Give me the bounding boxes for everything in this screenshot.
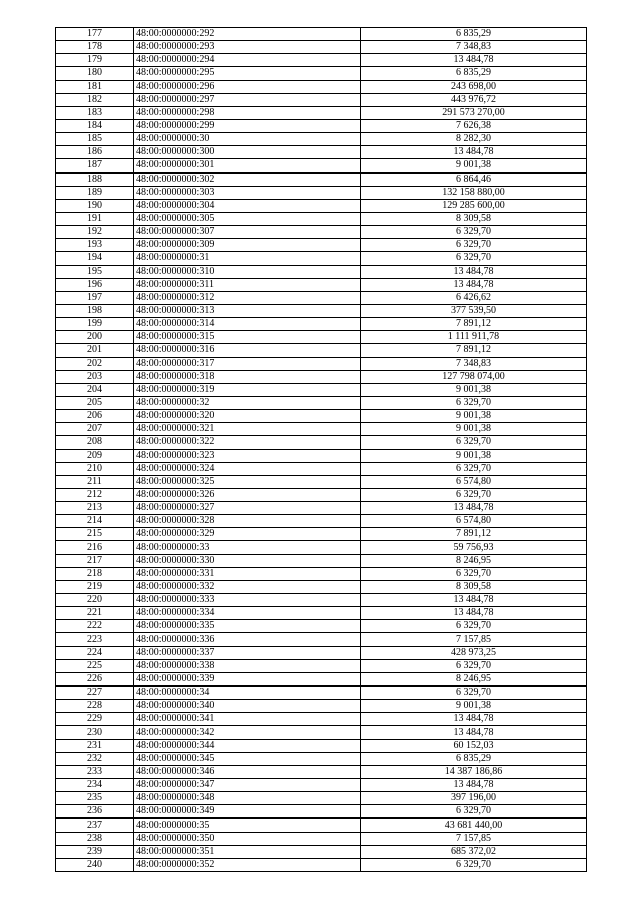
row-number-cell: 201: [56, 344, 134, 357]
table-row: [56, 226, 587, 239]
table-row: [56, 106, 587, 119]
table-row: [56, 186, 587, 199]
row-number-cell: 197: [56, 291, 134, 304]
row-number-cell: 239: [56, 845, 134, 858]
cadastral-value-cell: 9 001,38: [361, 383, 587, 396]
cadastral-number-cell: 48:00:0000000:348: [134, 792, 361, 805]
cadastral-value-cell: 9 001,38: [361, 423, 587, 436]
table-row: [56, 845, 587, 858]
cadastral-number-cell: 48:00:0000000:309: [134, 239, 361, 252]
table-row: [56, 567, 587, 580]
row-number-cell: 177: [56, 28, 134, 41]
table-row: [56, 700, 587, 713]
cadastral-value-cell: 9 001,38: [361, 410, 587, 423]
cadastral-number-cell: 48:00:0000000:339: [134, 672, 361, 686]
cadastral-number-cell: 48:00:0000000:325: [134, 475, 361, 488]
row-number-cell: 179: [56, 54, 134, 67]
cadastral-value-cell: 6 329,70: [361, 858, 587, 871]
row-number-cell: 178: [56, 41, 134, 54]
table-row: [56, 686, 587, 700]
cadastral-value-cell: 7 348,83: [361, 357, 587, 370]
cadastral-number-cell: 48:00:0000000:323: [134, 449, 361, 462]
cadastral-value-cell: 7 891,12: [361, 318, 587, 331]
cadastral-value-cell: 8 246,95: [361, 672, 587, 686]
cadastral-number-cell: 48:00:0000000:30: [134, 133, 361, 146]
table-row: [56, 252, 587, 265]
cadastral-number-cell: 48:00:0000000:327: [134, 502, 361, 515]
table-row: [56, 646, 587, 659]
cadastral-number-cell: 48:00:0000000:303: [134, 186, 361, 199]
cadastral-number-cell: 48:00:0000000:350: [134, 832, 361, 845]
cadastral-number-cell: 48:00:0000000:331: [134, 567, 361, 580]
cadastral-value-cell: 6 329,70: [361, 436, 587, 449]
row-number-cell: 240: [56, 858, 134, 871]
cadastral-value-cell: 6 574,80: [361, 515, 587, 528]
cadastral-number-cell: 48:00:0000000:295: [134, 67, 361, 80]
cadastral-value-cell: 13 484,78: [361, 278, 587, 291]
row-number-cell: 194: [56, 252, 134, 265]
row-number-cell: 210: [56, 462, 134, 475]
row-number-cell: 213: [56, 502, 134, 515]
cadastral-value-cell: 6 835,29: [361, 67, 587, 80]
row-number-cell: 217: [56, 554, 134, 567]
row-number-cell: 216: [56, 541, 134, 554]
cadastral-number-cell: 48:00:0000000:342: [134, 726, 361, 739]
cadastral-number-cell: 48:00:0000000:301: [134, 159, 361, 173]
cadastral-number-cell: 48:00:0000000:292: [134, 28, 361, 41]
table-row: [56, 594, 587, 607]
row-number-cell: 221: [56, 607, 134, 620]
row-number-cell: 224: [56, 646, 134, 659]
table-row: [56, 119, 587, 132]
row-number-cell: 235: [56, 792, 134, 805]
cadastral-value-cell: 6 329,70: [361, 396, 587, 409]
table-row: [56, 515, 587, 528]
table-row: [56, 370, 587, 383]
cadastral-value-cell: 60 152,03: [361, 739, 587, 752]
row-number-cell: 220: [56, 594, 134, 607]
cadastral-number-cell: 48:00:0000000:317: [134, 357, 361, 370]
cadastral-value-cell: 6 329,70: [361, 620, 587, 633]
table-row: [56, 410, 587, 423]
table-row: [56, 554, 587, 567]
table-row: [56, 607, 587, 620]
cadastral-number-cell: 48:00:0000000:349: [134, 805, 361, 819]
table-row: [56, 93, 587, 106]
cadastral-number-cell: 48:00:0000000:313: [134, 304, 361, 317]
cadastral-value-cell: 9 001,38: [361, 449, 587, 462]
cadastral-value-cell: 6 426,62: [361, 291, 587, 304]
cadastral-value-cell: 685 372,02: [361, 845, 587, 858]
table-row: [56, 792, 587, 805]
row-number-cell: 182: [56, 93, 134, 106]
cadastral-number-cell: 48:00:0000000:318: [134, 370, 361, 383]
row-number-cell: 214: [56, 515, 134, 528]
row-number-cell: 229: [56, 713, 134, 726]
cadastral-value-cell: 13 484,78: [361, 594, 587, 607]
cadastral-value-cell: 6 864,46: [361, 173, 587, 187]
table-row: [56, 67, 587, 80]
row-number-cell: 222: [56, 620, 134, 633]
cadastral-value-cell: 397 196,00: [361, 792, 587, 805]
cadastral-value-cell: 13 484,78: [361, 726, 587, 739]
cadastral-value-cell: 7 626,38: [361, 119, 587, 132]
cadastral-number-cell: 48:00:0000000:329: [134, 528, 361, 541]
table-row: [56, 818, 587, 832]
cadastral-value-cell: 13 484,78: [361, 502, 587, 515]
cadastral-number-cell: 48:00:0000000:293: [134, 41, 361, 54]
row-number-cell: 236: [56, 805, 134, 819]
table-row: [56, 396, 587, 409]
row-number-cell: 203: [56, 370, 134, 383]
cadastral-number-cell: 48:00:0000000:315: [134, 331, 361, 344]
row-number-cell: 186: [56, 146, 134, 159]
cadastral-value-cell: 13 484,78: [361, 713, 587, 726]
row-number-cell: 226: [56, 672, 134, 686]
table-row: [56, 212, 587, 225]
cadastral-number-cell: 48:00:0000000:297: [134, 93, 361, 106]
table-row: [56, 805, 587, 819]
row-number-cell: 230: [56, 726, 134, 739]
cadastral-number-cell: 48:00:0000000:333: [134, 594, 361, 607]
row-number-cell: 195: [56, 265, 134, 278]
cadastral-number-cell: 48:00:0000000:321: [134, 423, 361, 436]
cadastral-number-cell: 48:00:0000000:316: [134, 344, 361, 357]
cadastral-value-cell: 9 001,38: [361, 700, 587, 713]
table-row: [56, 858, 587, 871]
table-row: [56, 146, 587, 159]
cadastral-number-cell: 48:00:0000000:326: [134, 488, 361, 501]
row-number-cell: 206: [56, 410, 134, 423]
cadastral-value-cell: 9 001,38: [361, 159, 587, 173]
table-row: [56, 383, 587, 396]
row-number-cell: 188: [56, 173, 134, 187]
row-number-cell: 228: [56, 700, 134, 713]
row-number-cell: 181: [56, 80, 134, 93]
row-number-cell: 218: [56, 567, 134, 580]
cadastral-value-cell: 6 329,70: [361, 462, 587, 475]
table-row: [56, 344, 587, 357]
row-number-cell: 205: [56, 396, 134, 409]
table-row: [56, 528, 587, 541]
row-number-cell: 227: [56, 686, 134, 700]
row-number-cell: 193: [56, 239, 134, 252]
row-number-cell: 191: [56, 212, 134, 225]
table-row: [56, 423, 587, 436]
table-row: [56, 436, 587, 449]
row-number-cell: 211: [56, 475, 134, 488]
row-number-cell: 200: [56, 331, 134, 344]
table-row: [56, 173, 587, 187]
table-row: [56, 580, 587, 593]
row-number-cell: 192: [56, 226, 134, 239]
cadastral-value-cell: 6 835,29: [361, 752, 587, 765]
table-row: [56, 199, 587, 212]
cadastral-value-cell: 6 329,70: [361, 252, 587, 265]
row-number-cell: 234: [56, 779, 134, 792]
cadastral-number-cell: 48:00:0000000:311: [134, 278, 361, 291]
cadastral-value-cell: 6 329,70: [361, 488, 587, 501]
cadastral-value-cell: 6 329,70: [361, 226, 587, 239]
cadastral-value-cell: 59 756,93: [361, 541, 587, 554]
table-row: [56, 304, 587, 317]
cadastral-number-cell: 48:00:0000000:346: [134, 765, 361, 778]
cadastral-value-cell: 13 484,78: [361, 54, 587, 67]
cadastral-number-cell: 48:00:0000000:314: [134, 318, 361, 331]
cadastral-value-cell: 8 282,30: [361, 133, 587, 146]
cadastral-value-cell: 243 698,00: [361, 80, 587, 93]
cadastral-number-cell: 48:00:0000000:307: [134, 226, 361, 239]
table-row: [56, 239, 587, 252]
table-row: [56, 726, 587, 739]
cadastral-value-cell: 1 111 911,78: [361, 331, 587, 344]
row-number-cell: 208: [56, 436, 134, 449]
row-number-cell: 187: [56, 159, 134, 173]
cadastral-number-cell: 48:00:0000000:299: [134, 119, 361, 132]
cadastral-value-cell: 7 891,12: [361, 344, 587, 357]
cadastral-value-cell: 7 157,85: [361, 832, 587, 845]
cadastral-value-cell: 7 157,85: [361, 633, 587, 646]
cadastral-value-cell: 43 681 440,00: [361, 818, 587, 832]
cadastral-number-cell: 48:00:0000000:322: [134, 436, 361, 449]
cadastral-number-cell: 48:00:0000000:334: [134, 607, 361, 620]
row-number-cell: 238: [56, 832, 134, 845]
table-row: [56, 488, 587, 501]
row-number-cell: 184: [56, 119, 134, 132]
cadastral-number-cell: 48:00:0000000:298: [134, 106, 361, 119]
table-row: [56, 80, 587, 93]
cadastral-value-cell: 443 976,72: [361, 93, 587, 106]
cadastral-number-cell: 48:00:0000000:345: [134, 752, 361, 765]
cadastral-value-cell: 7 348,83: [361, 41, 587, 54]
cadastral-number-cell: 48:00:0000000:320: [134, 410, 361, 423]
table-row: [56, 449, 587, 462]
cadastral-value-cell: 6 329,70: [361, 567, 587, 580]
row-number-cell: 185: [56, 133, 134, 146]
cadastral-number-cell: 48:00:0000000:328: [134, 515, 361, 528]
cadastral-number-cell: 48:00:0000000:336: [134, 633, 361, 646]
cadastral-number-cell: 48:00:0000000:302: [134, 173, 361, 187]
table-row: [56, 318, 587, 331]
row-number-cell: 202: [56, 357, 134, 370]
table-row: [56, 133, 587, 146]
cadastral-number-cell: 48:00:0000000:31: [134, 252, 361, 265]
table-row: [56, 462, 587, 475]
row-number-cell: 196: [56, 278, 134, 291]
cadastral-number-cell: 48:00:0000000:352: [134, 858, 361, 871]
table-row: [56, 752, 587, 765]
table-row: [56, 832, 587, 845]
cadastral-value-table: [55, 27, 587, 872]
cadastral-number-cell: 48:00:0000000:340: [134, 700, 361, 713]
row-number-cell: 232: [56, 752, 134, 765]
row-number-cell: 212: [56, 488, 134, 501]
cadastral-number-cell: 48:00:0000000:300: [134, 146, 361, 159]
cadastral-number-cell: 48:00:0000000:335: [134, 620, 361, 633]
cadastral-value-cell: 127 798 074,00: [361, 370, 587, 383]
row-number-cell: 223: [56, 633, 134, 646]
row-number-cell: 219: [56, 580, 134, 593]
table-row: [56, 475, 587, 488]
cadastral-value-cell: 8 309,58: [361, 580, 587, 593]
cadastral-number-cell: 48:00:0000000:294: [134, 54, 361, 67]
cadastral-number-cell: 48:00:0000000:33: [134, 541, 361, 554]
cadastral-number-cell: 48:00:0000000:34: [134, 686, 361, 700]
table-row: [56, 265, 587, 278]
cadastral-number-cell: 48:00:0000000:324: [134, 462, 361, 475]
table-row: [56, 28, 587, 41]
row-number-cell: 204: [56, 383, 134, 396]
row-number-cell: 190: [56, 199, 134, 212]
cadastral-value-cell: 8 309,58: [361, 212, 587, 225]
table-row: [56, 357, 587, 370]
row-number-cell: 183: [56, 106, 134, 119]
cadastral-value-cell: 6 574,80: [361, 475, 587, 488]
cadastral-number-cell: 48:00:0000000:341: [134, 713, 361, 726]
cadastral-value-cell: 6 329,70: [361, 239, 587, 252]
table-row: [56, 278, 587, 291]
cadastral-number-cell: 48:00:0000000:32: [134, 396, 361, 409]
cadastral-value-cell: 13 484,78: [361, 607, 587, 620]
row-number-cell: 233: [56, 765, 134, 778]
table-row: [56, 291, 587, 304]
row-number-cell: 189: [56, 186, 134, 199]
table-row: [56, 502, 587, 515]
table-row: [56, 633, 587, 646]
table-row: [56, 541, 587, 554]
cadastral-number-cell: 48:00:0000000:305: [134, 212, 361, 225]
cadastral-number-cell: 48:00:0000000:347: [134, 779, 361, 792]
cadastral-value-cell: 14 387 186,86: [361, 765, 587, 778]
cadastral-value-cell: 6 835,29: [361, 28, 587, 41]
row-number-cell: 215: [56, 528, 134, 541]
table-row: [56, 41, 587, 54]
cadastral-number-cell: 48:00:0000000:312: [134, 291, 361, 304]
cadastral-number-cell: 48:00:0000000:344: [134, 739, 361, 752]
table-row: [56, 765, 587, 778]
row-number-cell: 231: [56, 739, 134, 752]
table-row: [56, 659, 587, 672]
cadastral-value-cell: 13 484,78: [361, 265, 587, 278]
cadastral-value-cell: 13 484,78: [361, 779, 587, 792]
cadastral-number-cell: 48:00:0000000:310: [134, 265, 361, 278]
cadastral-value-cell: 428 973,25: [361, 646, 587, 659]
row-number-cell: 225: [56, 659, 134, 672]
cadastral-number-cell: 48:00:0000000:296: [134, 80, 361, 93]
table-row: [56, 159, 587, 173]
cadastral-number-cell: 48:00:0000000:319: [134, 383, 361, 396]
cadastral-number-cell: 48:00:0000000:330: [134, 554, 361, 567]
cadastral-value-cell: 6 329,70: [361, 659, 587, 672]
table-row: [56, 54, 587, 67]
table-body: [56, 28, 587, 872]
cadastral-number-cell: 48:00:0000000:351: [134, 845, 361, 858]
cadastral-value-cell: 8 246,95: [361, 554, 587, 567]
cadastral-value-cell: 7 891,12: [361, 528, 587, 541]
table-row: [56, 620, 587, 633]
cadastral-value-cell: 6 329,70: [361, 686, 587, 700]
cadastral-value-cell: 13 484,78: [361, 146, 587, 159]
row-number-cell: 199: [56, 318, 134, 331]
cadastral-value-cell: 129 285 600,00: [361, 199, 587, 212]
table-row: [56, 739, 587, 752]
row-number-cell: 209: [56, 449, 134, 462]
cadastral-number-cell: 48:00:0000000:304: [134, 199, 361, 212]
table-row: [56, 331, 587, 344]
cadastral-value-cell: 132 158 880,00: [361, 186, 587, 199]
cadastral-number-cell: 48:00:0000000:337: [134, 646, 361, 659]
row-number-cell: 207: [56, 423, 134, 436]
cadastral-number-cell: 48:00:0000000:35: [134, 818, 361, 832]
cadastral-value-cell: 6 329,70: [361, 805, 587, 819]
cadastral-number-cell: 48:00:0000000:338: [134, 659, 361, 672]
table-row: [56, 713, 587, 726]
table-row: [56, 779, 587, 792]
row-number-cell: 198: [56, 304, 134, 317]
row-number-cell: 237: [56, 818, 134, 832]
row-number-cell: 180: [56, 67, 134, 80]
cadastral-value-cell: 291 573 270,00: [361, 106, 587, 119]
cadastral-number-cell: 48:00:0000000:332: [134, 580, 361, 593]
cadastral-value-cell: 377 539,50: [361, 304, 587, 317]
table-row: [56, 672, 587, 686]
